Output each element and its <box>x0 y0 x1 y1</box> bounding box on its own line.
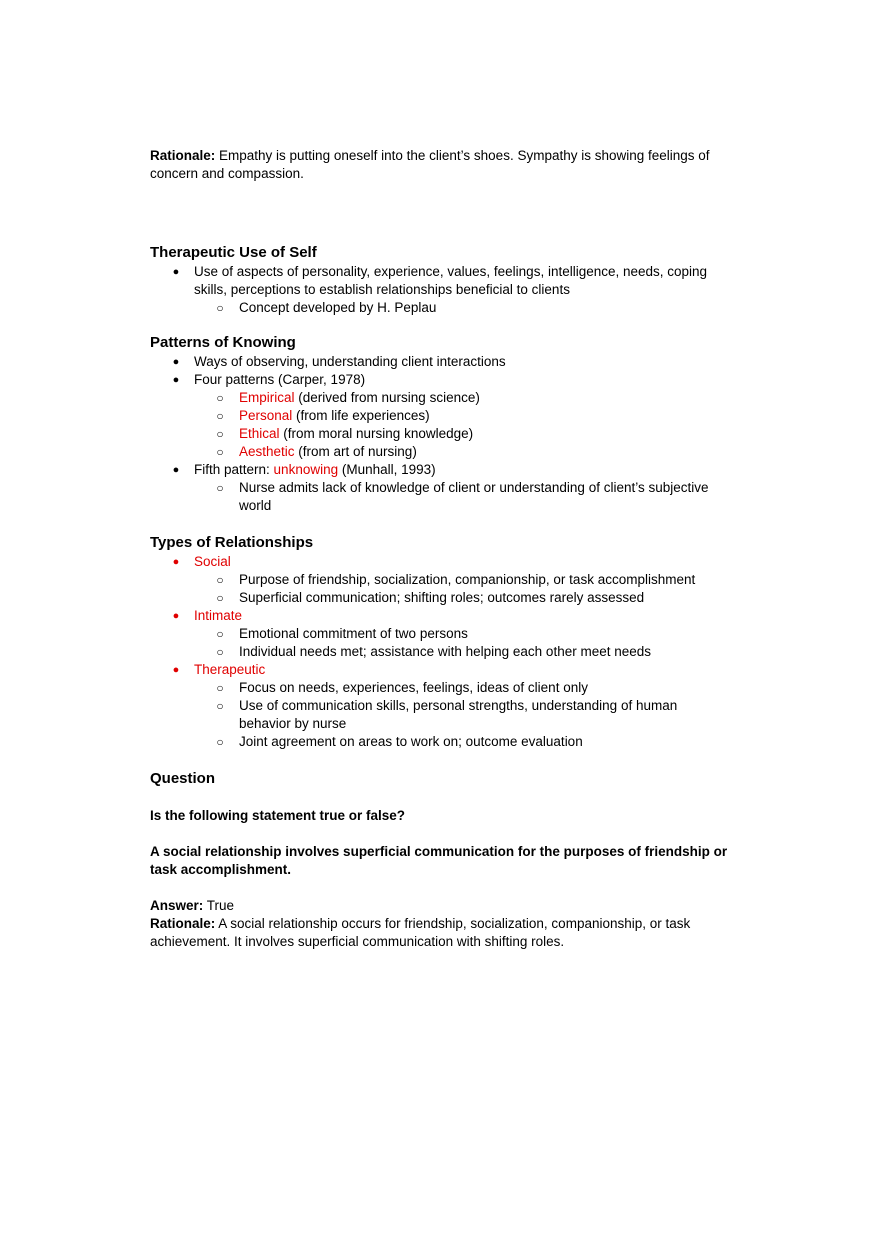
list-item: ○ Focus on needs, experiences, feelings, ideas of client only <box>150 679 730 697</box>
list-item: ○ Nurse admits lack of knowledge of client or understanding of client’s subjective world <box>150 479 730 515</box>
question-prompt: Is the following statement true or false? <box>150 808 406 823</box>
list-item: ● Fifth pattern: unknowing (Munhall, 1993) <box>150 461 730 479</box>
answer-line <box>150 897 730 915</box>
bullet-circle-icon: ○ <box>216 645 224 659</box>
bullet-circle-icon: ○ <box>216 301 224 315</box>
bullet-disc-icon: ● <box>172 664 180 676</box>
bullet-circle-icon: ○ <box>216 481 224 495</box>
bullet-disc-icon: ● <box>172 556 180 568</box>
rationale-answer-paragraph <box>150 915 730 951</box>
list-item: ● Four patterns (Carper, 1978) <box>150 371 730 389</box>
answer-label: Answer: <box>150 898 204 913</box>
list-item: ● Intimate <box>150 607 730 625</box>
relationships-list <box>150 553 730 751</box>
bullet-circle-icon: ○ <box>216 735 224 749</box>
list-item: ○ Emotional commitment of two persons <box>150 625 730 643</box>
heading-patterns: Patterns of Knowing <box>150 334 296 351</box>
list-item: ○ Personal (from life experiences) <box>150 407 730 425</box>
document-page <box>150 147 730 951</box>
bullet-circle-icon: ○ <box>216 427 224 441</box>
rationale-paragraph <box>150 147 730 183</box>
bullet-disc-icon: ● <box>172 464 180 476</box>
patterns-list <box>150 353 730 515</box>
bullet-disc-icon: ● <box>172 610 180 622</box>
rationale-text: A social relationship occurs for friendship, socialization, companionship, or task achievement. It involves superficial communication with shifting roles. <box>150 916 691 949</box>
list-item: ● Social <box>150 553 730 571</box>
bullet-circle-icon: ○ <box>216 591 224 605</box>
list-item: ○ Use of communication skills, personal strengths, understanding of human behavior by nurse <box>150 697 730 733</box>
heading-therapeutic-use: Therapeutic Use of Self <box>150 244 317 261</box>
list-item: ● Therapeutic <box>150 661 730 679</box>
bullet-circle-icon: ○ <box>216 573 224 587</box>
bullet-disc-icon: ● <box>172 266 180 278</box>
bullet-circle-icon: ○ <box>216 409 224 423</box>
bullet-circle-icon: ○ <box>216 627 224 641</box>
bullet-disc-icon: ● <box>172 356 180 368</box>
list-item: ● Ways of observing, understanding client interactions <box>150 353 730 371</box>
bullet-circle-icon: ○ <box>216 391 224 405</box>
list-item: ○ Superficial communication; shifting roles; outcomes rarely assessed <box>150 589 730 607</box>
list-item: ○ Concept developed by H. Peplau <box>150 299 730 317</box>
bullet-circle-icon: ○ <box>216 681 224 695</box>
list-item: ○ Empirical (derived from nursing science) <box>150 389 730 407</box>
answer-value: True <box>203 898 235 913</box>
therapeutic-use-list <box>150 263 730 317</box>
rationale-label: Rationale: <box>150 148 216 163</box>
list-item: ● Use of aspects of personality, experience, values, feelings, intelligence, needs, coping skills, perceptions to establish relationships beneficial to clients <box>150 263 730 299</box>
rationale-label: Rationale: <box>150 916 216 931</box>
list-item: ○ Purpose of friendship, socialization, companionship, or task accomplishment <box>150 571 730 589</box>
list-item: ○ Joint agreement on areas to work on; outcome evaluation <box>150 733 730 751</box>
question-statement: A social relationship involves superficial communication for the purposes of friendship or task accomplishment. <box>150 844 728 877</box>
list-item: ○ Aesthetic (from art of nursing) <box>150 443 730 461</box>
heading-question: Question <box>150 770 216 787</box>
bullet-disc-icon: ● <box>172 374 180 386</box>
bullet-circle-icon: ○ <box>216 699 224 713</box>
list-item: ○ Individual needs met; assistance with helping each other meet needs <box>150 643 730 661</box>
heading-relationships: Types of Relationships <box>150 534 314 551</box>
bullet-circle-icon: ○ <box>216 445 224 459</box>
list-item: ○ Ethical (from moral nursing knowledge) <box>150 425 730 443</box>
rationale-text: Empathy is putting oneself into the client’s shoes. Sympathy is showing feelings of concern and compassion. <box>150 148 710 181</box>
